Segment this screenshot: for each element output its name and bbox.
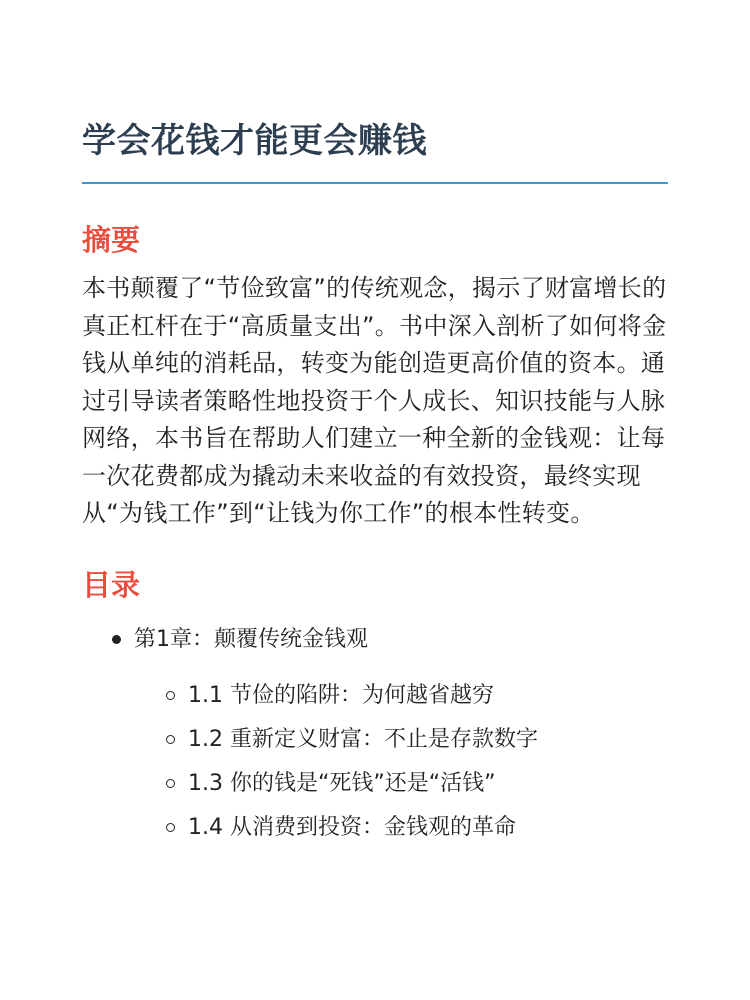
toc-section-label: 1.2 重新定义财富：不止是存款数字: [188, 726, 538, 752]
table-of-contents: [82, 623, 668, 845]
toc-chapter-label: 第1章：颠覆传统金钱观: [134, 626, 368, 652]
hollow-bullet-icon: [166, 823, 175, 832]
toc-section-item: [166, 811, 668, 845]
toc-section-list: [134, 679, 668, 845]
toc-section-item: [166, 679, 668, 713]
summary-heading: 摘要: [82, 223, 141, 257]
document-title: 学会花钱才能更会赚钱: [82, 121, 427, 161]
hollow-bullet-icon: [166, 691, 175, 700]
toc-heading: 目录: [82, 567, 141, 602]
summary-paragraph: 本书颠覆了“节俭致富”的传统观念，揭示了财富增长的真正杠杆在于“高质量支出”。书中深入剖析了如何将金钱从单纯的消耗品，转变为能创造更高价值的资本。通过引导读者策略性地投资于个人成长、知识技能与人脉网络，本书旨在帮助人们建立一种全新的金钱观：让每一次花费都成为撬动未来收益的有效投资，最终实现从“为钱工作”到“让钱为你工作”的根本性转变。: [82, 274, 667, 527]
toc-chapter-item: [134, 623, 668, 657]
filled-bullet-icon: [112, 635, 121, 644]
toc-chapter: [82, 623, 668, 845]
toc-section-label: 1.4 从消费到投资：金钱观的革命: [188, 814, 516, 840]
hollow-bullet-icon: [166, 735, 175, 744]
hollow-bullet-icon: [166, 779, 175, 788]
toc-section-item: [166, 767, 668, 801]
toc-section-label: 1.1 节俭的陷阱：为何越省越穷: [188, 682, 494, 708]
toc-section-item: [166, 723, 668, 757]
title-divider: [82, 182, 668, 184]
toc-section-label: 1.3 你的钱是“死钱”还是“活钱”: [188, 770, 496, 796]
